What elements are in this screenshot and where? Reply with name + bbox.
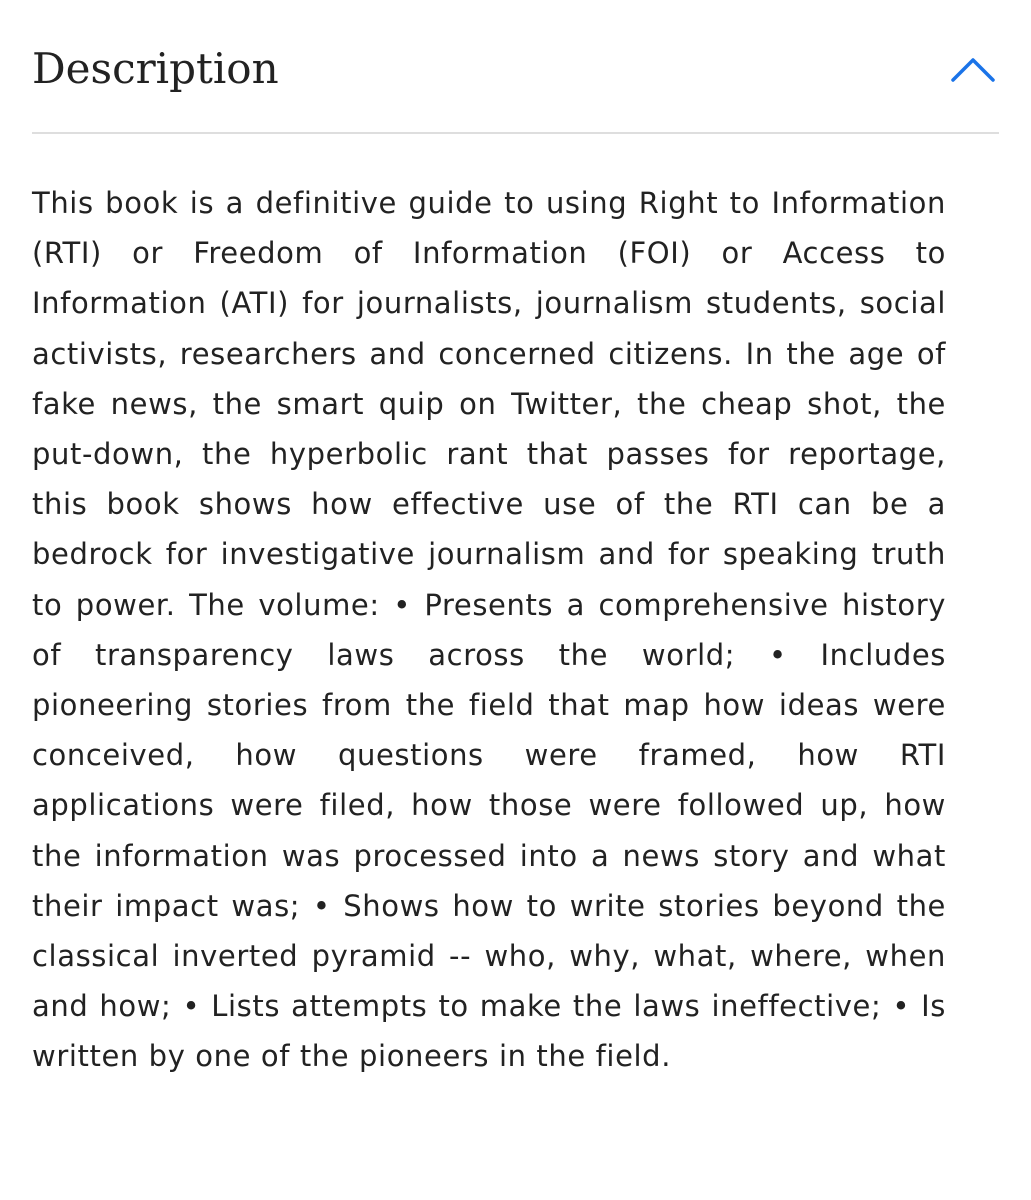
collapse-toggle-button[interactable]: [947, 48, 999, 92]
section-title: Description: [32, 44, 279, 93]
description-section: [32, 0, 999, 1074]
chevron-up-icon: [947, 48, 999, 92]
description-text: This book is a definitive guide to using Right to Information (RTI) or Freedom of Information (FOI) or Access to Information (ATI) for journalists, journalism students, social activists, researchers and concerned citizens. In the age of fake news, the smart quip on Twitter, the cheap shot, the put-down, the hyperbolic rant that passes for reportage, this book shows how effective use of the RTI can be a bedrock for investigative journalism and for speaking truth to power. The volume: • Presents a comprehensive history of transparency laws across the world; • Includes pioneering stories from the field that map how ideas were conceived, how questions were framed, how RTI applications were filed, how those were followed up, how the information was processed into a news story and what their impact was; • Shows how to write stories beyond the classical inverted pyramid -- who, why, what, where, when and how; • Lists attempts to make the laws ineffective; • Is written by one of the pioneers in the field.: [32, 186, 946, 1074]
description-header[interactable]: [32, 0, 999, 134]
